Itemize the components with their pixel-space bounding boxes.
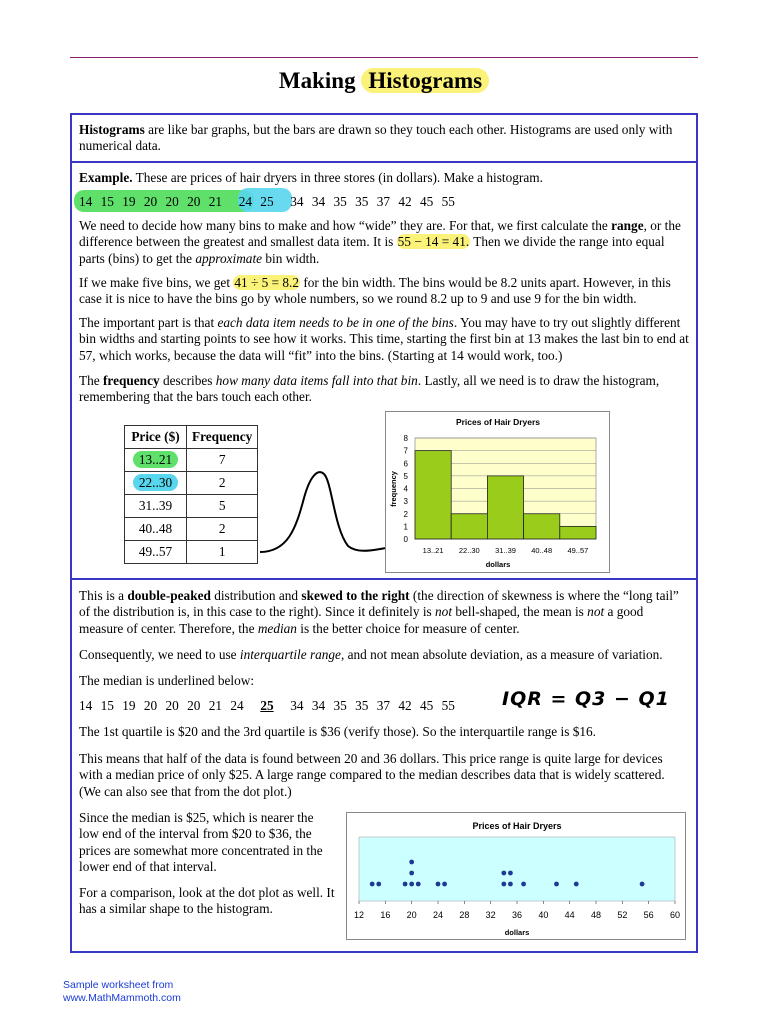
plot-area <box>359 837 675 901</box>
x-tick-label: 36 <box>511 910 523 920</box>
chart-title: Prices of Hair Dryers <box>455 417 541 427</box>
x-tick-label: 22..30 <box>458 546 480 555</box>
dot <box>409 871 414 876</box>
bar <box>560 526 596 539</box>
x-tick-label: 28 <box>459 910 470 920</box>
y-tick-label: 1 <box>403 522 408 532</box>
half-data-paragraph: This means that half of the data is found between 20 and 36 dollars. This price range is quite large for devices with a median price of only $25. A large range compared to the median describes data that is widely scattered. (We can also see that from the dot plot.) <box>79 751 665 799</box>
table-row: 13..21 7 <box>125 449 258 472</box>
table-header-row: Price ($) Frequency <box>125 426 258 449</box>
quartiles-paragraph: The 1st quartile is $20 and the 3rd quartile is $36 (verify those). So the interquartile range is $16. <box>79 724 596 739</box>
top-rule <box>70 57 698 58</box>
dot <box>501 871 506 876</box>
x-tick-label: 40..48 <box>531 546 553 555</box>
skew-paragraph: This is a double-peaked distribution and skewed to the right (the direction of skewness is where the “long tail” of the distribution is, in this case to the right). Since it definitely is not bell-shaped, the mean is not a good measure of center. Therefore, the median is the better choice for measure of center. <box>79 588 679 636</box>
dot <box>554 882 559 887</box>
bins-paragraph: If we make five bins, we get 41 ÷ 5 = 8.2 for the bin width. The bins would be 8.2 units apart. However, in this case it is nice to have the bins go by whole numbers, so we round 8.2 up to 9 and use 9 for the bin width. <box>79 275 671 307</box>
x-tick-label: 49..57 <box>567 546 589 555</box>
x-tick-label: 32 <box>485 910 496 920</box>
dot <box>409 860 414 865</box>
x-tick-label: 56 <box>643 910 654 920</box>
handwritten-formula: IQR = Q3 − Q1 <box>502 688 670 710</box>
table-row: 22..30 2 <box>125 472 258 495</box>
dot <box>436 882 441 887</box>
footer: Sample worksheet from www.MathMammoth.com <box>63 979 181 1004</box>
y-tick-label: 8 <box>403 434 408 443</box>
dot <box>370 882 375 887</box>
y-tick-label: 6 <box>403 459 408 469</box>
x-tick-label: 48 <box>590 910 602 920</box>
x-tick-label: 60 <box>669 910 681 920</box>
y-tick-label: 5 <box>403 471 408 481</box>
bell-curve-sketch <box>258 468 388 554</box>
x-tick-label: 31..39 <box>495 546 516 555</box>
dot <box>521 882 526 887</box>
table-row: 40..48 2 <box>125 518 258 541</box>
dot <box>442 882 447 887</box>
x-axis-label: dollars <box>504 928 530 937</box>
chart-title: Prices of Hair Dryers <box>472 821 562 831</box>
x-axis-label: dollars <box>485 560 511 569</box>
since-median-paragraph: Since the median is $25, which is nearer the low end of the interval from $20 to $36, the prices are somewhat more concentrated in the lower end of that interval. <box>79 810 323 875</box>
y-tick-label: 4 <box>403 484 408 494</box>
dot <box>640 882 645 887</box>
dot <box>409 882 414 887</box>
example-heading: Example. These are prices of hair dryers in three stores (in dollars). Make a histogram. <box>79 170 543 185</box>
dot <box>501 882 506 887</box>
iqr-paragraph: Consequently, we need to use interquartile range, and not mean absolute deviation, as a measure of variation. <box>79 647 663 662</box>
dot <box>376 882 381 887</box>
x-tick-label: 20 <box>406 910 417 920</box>
dot-plot-svg <box>347 813 687 941</box>
important-paragraph: The important part is that each data item needs to be in one of the bins. You may have to try out slightly different bin widths and starting points to see how it works. This time, starting the first bin at 13 makes the last bin to end at 57, which works, because the data will “fit” into the bins. (Starting at 14 would work, too.) <box>79 315 689 363</box>
comparison-paragraph: For a comparison, look at the dot plot as well. It has a similar shape to the histogram. <box>79 885 335 917</box>
y-tick-label: 2 <box>403 509 408 519</box>
footer-link[interactable]: www.MathMammoth.com <box>63 992 181 1004</box>
x-tick-label: 16 <box>380 910 391 920</box>
x-tick-label: 24 <box>432 910 444 920</box>
y-tick-label: 3 <box>403 497 408 507</box>
x-tick-label: 52 <box>617 910 628 920</box>
x-tick-label: 13..21 <box>422 546 444 555</box>
section-divider <box>70 161 698 163</box>
histogram-svg <box>386 412 611 574</box>
table-row: 49..57 1 <box>125 541 258 564</box>
median-data-list: 14 15 19 20 20 20 21 24 25 34 34 35 35 37 42 45 55 <box>79 698 455 713</box>
data-list: 14 15 19 20 20 20 21 24 25 34 34 35 35 37 42 45 55 <box>79 194 455 209</box>
x-tick-label: 40 <box>538 910 549 920</box>
histogram-chart <box>385 411 610 573</box>
dot <box>508 882 513 887</box>
median-label: The median is underlined below: <box>79 673 255 688</box>
section-divider <box>70 578 698 580</box>
bar <box>487 476 523 539</box>
dot <box>508 871 513 876</box>
table-row: 31..39 5 <box>125 495 258 518</box>
x-tick-label: 12 <box>353 910 365 920</box>
bar <box>451 514 487 539</box>
page-title: Making Histograms <box>0 64 768 98</box>
y-tick-label: 7 <box>403 446 408 456</box>
x-tick-label: 44 <box>564 910 575 920</box>
dot-plot-chart <box>346 812 686 940</box>
frequency-table <box>124 425 258 564</box>
dot <box>416 882 421 887</box>
bar <box>524 514 560 539</box>
bar <box>415 451 451 539</box>
intro-paragraph: Histograms are like bar graphs, but the bars are drawn so they touch each other. Histograms are used only with numerical data. <box>79 122 673 154</box>
range-paragraph: We need to decide how many bins to make and how “wide” they are. For that, we first calculate the range, or the difference between the greatest and smallest data item. It is 55 − 14 = 41. Then we divide the range into equal parts (bins) to get the approximate bin width. <box>79 218 681 266</box>
frequency-paragraph: The frequency describes how many data items fall into that bin. Lastly, all we need is to draw the histogram, remembering that the bars touch each other. <box>79 373 660 405</box>
y-axis-label: frequency <box>389 471 398 507</box>
y-tick-label: 0 <box>403 535 408 544</box>
dot <box>403 882 408 887</box>
dot <box>574 882 579 887</box>
title-highlight: Histograms <box>361 68 489 93</box>
median-value: 25 <box>260 698 274 713</box>
